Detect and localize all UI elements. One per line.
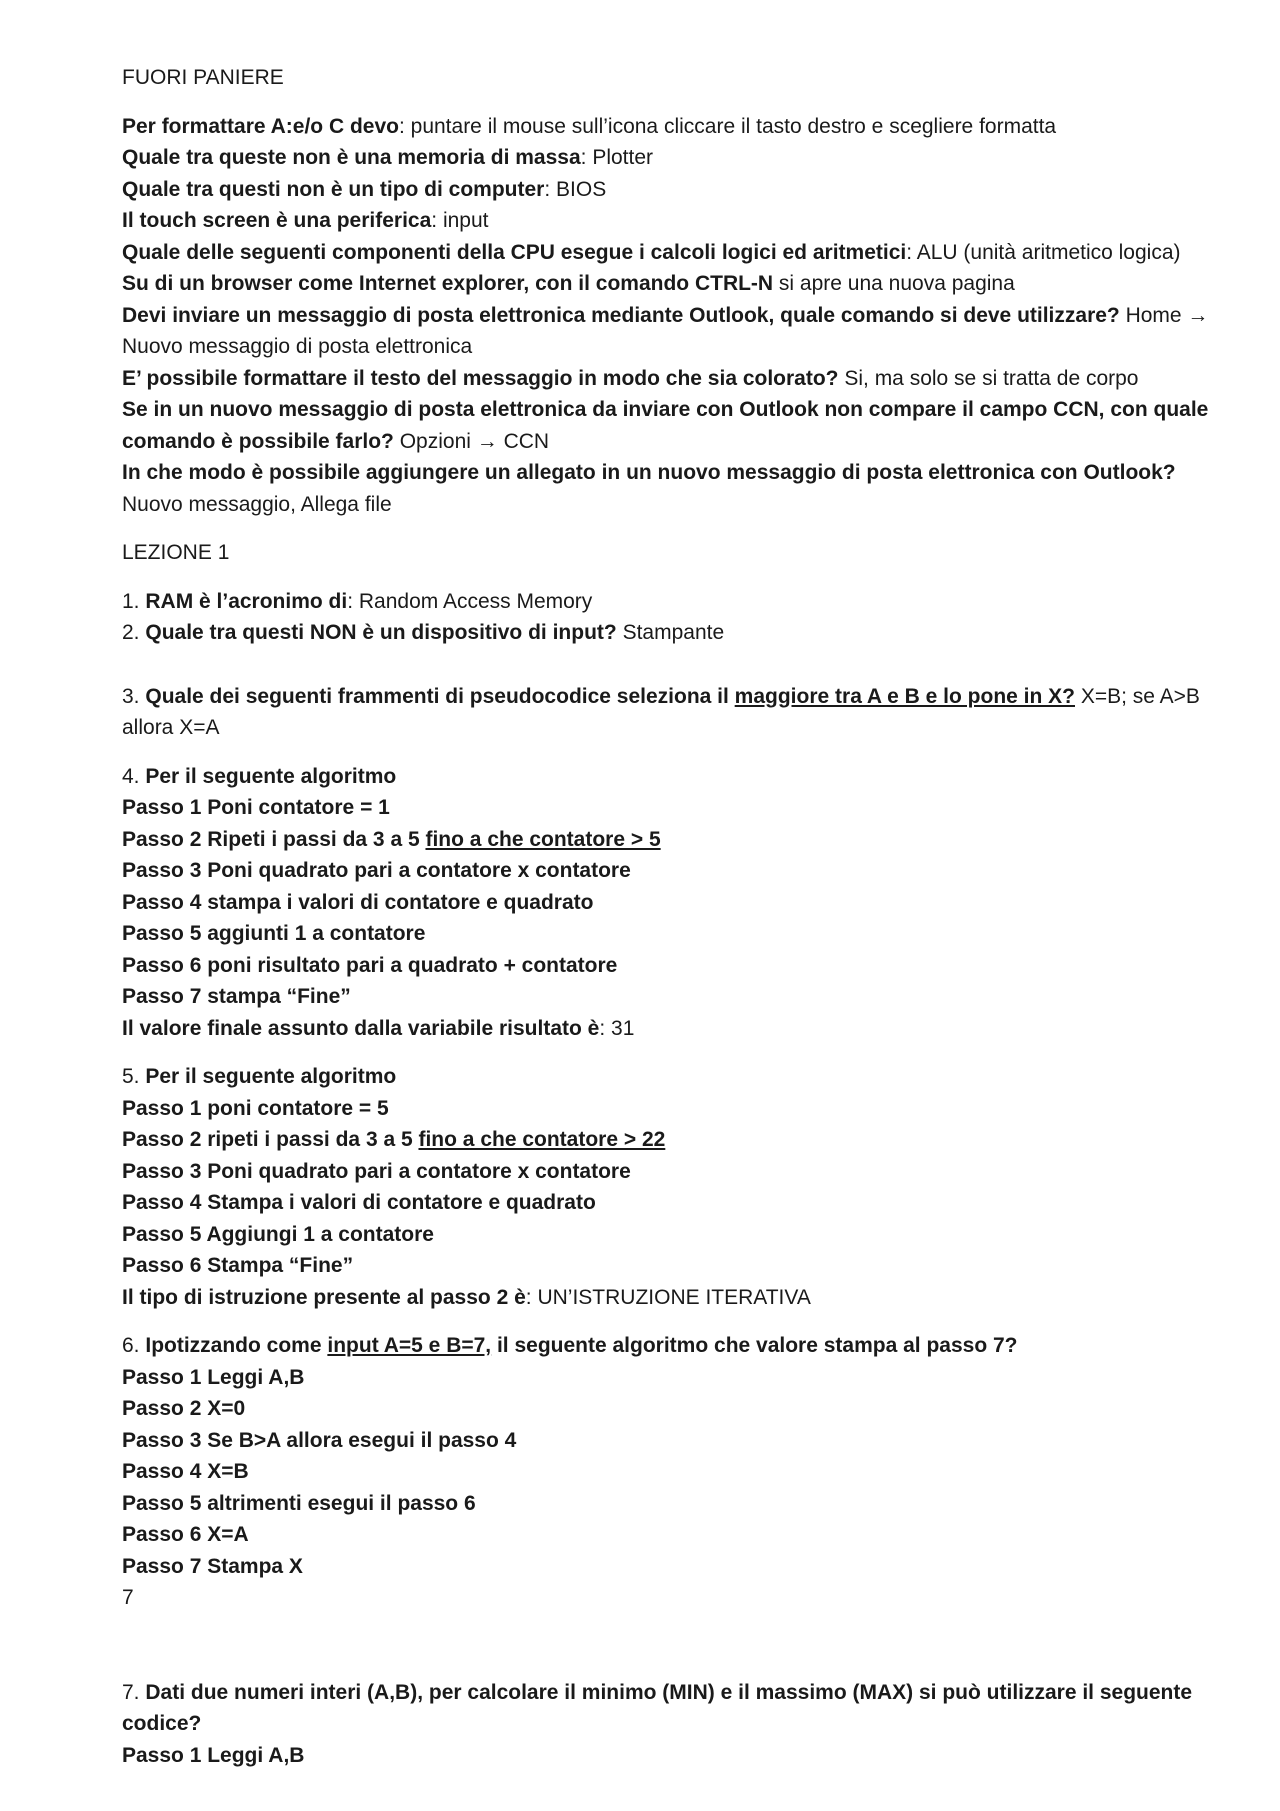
fuori-item-10: In che modo è possibile aggiungere un allegato in un nuovo messaggio di posta elettronica con Outlook? Nuovo messaggio, Allega file xyxy=(122,461,1176,516)
fuori-item-5: Quale delle seguenti componenti della CPU esegue i calcoli logici ed aritmetici: ALU (unità aritmetico logica) xyxy=(122,240,1181,264)
question-3: 3. Quale dei seguenti frammenti di pseudocodice seleziona il maggiore tra A e B e lo pone in X? X=B; se A>B allora X=A xyxy=(122,684,1200,739)
spacer xyxy=(122,649,1212,681)
fuori-item-3: Quale tra questi non è un tipo di computer: BIOS xyxy=(122,177,607,201)
q4-step-5: Passo 5 aggiunti 1 a contatore xyxy=(122,922,426,945)
heading-lezione-1: LEZIONE 1 xyxy=(122,541,230,564)
question-1: 1. RAM è l’acronimo di: Random Access Memory xyxy=(122,589,593,613)
q4-step-3: Passo 3 Poni quadrato pari a contatore x contatore xyxy=(122,859,631,882)
fuori-item-1: Per formattare A:e/o C devo: puntare il mouse sull’icona cliccare il tasto destro e scegliere formatta xyxy=(122,114,1057,138)
q4-step-1: Passo 1 Poni contatore = 1 xyxy=(122,796,390,819)
q4-step-6: Passo 6 poni risultato pari a quadrato + contatore xyxy=(122,953,618,977)
q4-step-7: Passo 7 stampa “Fine” xyxy=(122,985,351,1008)
q4-answer: Il valore finale assunto dalla variabile risultato è: 31 xyxy=(122,1016,635,1040)
q6-step-6: Passo 6 X=A xyxy=(122,1523,249,1546)
q6-step-5: Passo 5 altrimenti esegui il passo 6 xyxy=(122,1491,476,1515)
fuori-paniere-list xyxy=(122,111,1212,521)
q4-step-4: Passo 4 stampa i valori di contatore e quadrato xyxy=(122,890,594,914)
q6-step-1: Passo 1 Leggi A,B xyxy=(122,1365,305,1389)
q5-step-5: Passo 5 Aggiungi 1 a contatore xyxy=(122,1222,434,1246)
q5-step-3: Passo 3 Poni quadrato pari a contatore x contatore xyxy=(122,1159,631,1183)
q5-step-2: Passo 2 ripeti i passi da 3 a 5 fino a che contatore > 22 xyxy=(122,1128,666,1151)
q6-step-7: Passo 7 Stampa X xyxy=(122,1554,303,1578)
q6-answer: 7 xyxy=(122,1586,134,1609)
question-2: 2. Quale tra questi NON è un dispositivo di input? Stampante xyxy=(122,621,725,644)
fuori-item-7: Devi inviare un messaggio di posta elettronica mediante Outlook, quale comando si deve utilizzare? Home → Nuovo messaggio di posta elettronica xyxy=(122,303,1209,358)
fuori-item-9: Se in un nuovo messaggio di posta elettronica da inviare con Outlook non compare il campo CCN, con quale comando è possibile farlo? Opzioni → CCN xyxy=(122,398,1209,453)
question-6: 6. Ipotizzando come input A=5 e B=7, il seguente algoritmo che valore stampa al passo 7? Passo 1 Leggi A,B Passo 2 X=0 Passo 3 Se B>A allora esegui il passo 4 Passo 4 X=B Passo 5 altrimenti esegui il passo 6 Passo 6 X=A Passo 7 Stampa X 7 xyxy=(122,1330,1212,1614)
question-7: 7. Dati due numeri interi (A,B), per calcolare il minimo (MIN) e il massimo (MAX) si può utilizzare il seguente codice? Passo 1 Leggi A,B xyxy=(122,1677,1212,1772)
q6-step-4: Passo 4 X=B xyxy=(122,1460,249,1483)
q4-step-2: Passo 2 Ripeti i passi da 3 a 5 fino a che contatore > 5 xyxy=(122,827,661,851)
fuori-item-4: Il touch screen è una periferica: input xyxy=(122,209,489,232)
fuori-item-8: E’ possibile formattare il testo del messaggio in modo che sia colorato? Si, ma solo se si tratta de corpo xyxy=(122,366,1139,390)
question-5: 5. Per il seguente algoritmo Passo 1 poni contatore = 5 Passo 2 ripeti i passi da 3 a 5 fino a che contatore > 22 Passo 3 Poni quadrato pari a contatore x contatore Passo 4 Stampa i valori di contatore e quadrato Passo 5 Aggiungi 1 a contatore Passo 6 Stampa “Fine” Il tipo di istruzione presente al passo 2 è: UN’ISTRUZIONE ITERATIVA xyxy=(122,1061,1212,1313)
q6-step-3: Passo 3 Se B>A allora esegui il passo 4 xyxy=(122,1428,517,1452)
spacer xyxy=(122,1614,1212,1677)
q5-step-1: Passo 1 poni contatore = 5 xyxy=(122,1096,389,1120)
question-4: 4. Per il seguente algoritmo Passo 1 Poni contatore = 1 Passo 2 Ripeti i passi da 3 a 5 fino a che contatore > 5 Passo 3 Poni quadrato pari a contatore x contatore Passo 4 stampa i valori di contatore e quadrato Passo 5 aggiunti 1 a contatore Passo 6 poni risultato pari a quadrato + contatore Passo 7 stampa “Fine” Il valore finale assunto dalla variabile risultato è: 31 xyxy=(122,761,1212,1045)
fuori-item-6: Su di un browser come Internet explorer, con il comando CTRL-N si apre una nuova pagina xyxy=(122,272,1015,295)
q5-answer: Il tipo di istruzione presente al passo 2 è: UN’ISTRUZIONE ITERATIVA xyxy=(122,1285,811,1309)
fuori-item-2: Quale tra queste non è una memoria di massa: Plotter xyxy=(122,146,654,169)
heading-fuori-paniere: FUORI PANIERE xyxy=(122,66,284,89)
q5-step-4: Passo 4 Stampa i valori di contatore e quadrato xyxy=(122,1191,596,1214)
q5-step-6: Passo 6 Stampa “Fine” xyxy=(122,1254,354,1277)
q6-step-2: Passo 2 X=0 xyxy=(122,1397,246,1420)
document-page xyxy=(122,62,1212,1771)
q7-step-1: Passo 1 Leggi A,B xyxy=(122,1743,305,1767)
